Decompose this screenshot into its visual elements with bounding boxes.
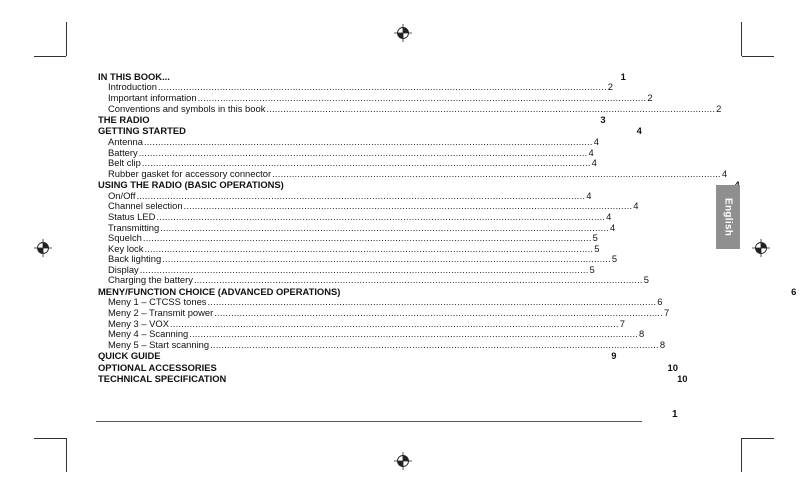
toc-entry-page: 1	[620, 70, 626, 82]
toc-entry-label: Rubber gasket for accessory connector	[108, 167, 272, 179]
toc-leader-dots: ................................................................................................................................................................	[143, 135, 593, 147]
toc-entry-page: 4	[636, 125, 642, 137]
toc-entry-page: 9	[611, 350, 617, 362]
toc-leader-dots: ................................................................................................................................................................	[144, 242, 594, 254]
toc-entry-page: 4	[586, 189, 592, 201]
toc-leader-dots: ................................................................................................................................................................	[183, 200, 633, 212]
toc-entry[interactable]	[98, 210, 612, 223]
registration-mark-icon	[752, 239, 770, 257]
toc-entry-label: Antenna	[108, 135, 143, 147]
toc-entry-label: Meny 5 – Start scanning	[108, 338, 210, 350]
crop-mark	[66, 22, 67, 56]
toc-entry-label: IN THIS BOOK...	[98, 70, 170, 82]
toc-entry-label: Meny 2 – Transmit power	[108, 307, 214, 319]
toc-entry-page: 5	[589, 263, 595, 275]
toc-entry-page: 2	[607, 81, 613, 93]
toc-leader-dots: ................................................................................................................................................................	[138, 146, 588, 158]
toc-entry[interactable]	[98, 338, 666, 351]
toc-entry-page: 4	[591, 157, 597, 169]
toc-entry-label: Important information	[108, 91, 197, 103]
toc-entry-label: Charging the battery	[108, 274, 193, 286]
toc-leader-dots: ................................................................................................................................................................	[158, 81, 607, 93]
toc-entry[interactable]	[98, 102, 722, 115]
toc-entry-label: GETTING STARTED	[98, 125, 186, 137]
toc-entry-label: Display	[108, 263, 139, 275]
toc-leader-dots: ................................................................................................................................................................	[266, 102, 716, 114]
toc-entry-page: 8	[659, 338, 666, 350]
crop-mark	[66, 438, 67, 472]
toc-entry-label: MENY/FUNCTION CHOICE (ADVANCED OPERATIONS)	[98, 285, 341, 297]
toc-entry-page: 2	[716, 102, 722, 114]
toc-leader-dots: ................................................................................................................................................................	[207, 296, 657, 308]
toc-entry-page: 5	[611, 253, 618, 265]
toc-leader-dots: ................................................................................................................................................................	[139, 263, 589, 275]
toc-entry-label: Meny 1 – CTCSS tones	[108, 296, 207, 308]
toc-entry-label: Conventions and symbols in this book	[108, 102, 266, 114]
toc-entry-page: 7	[664, 307, 670, 319]
toc-leader-dots: ................................................................................................................................................................	[189, 328, 639, 340]
crop-mark	[34, 438, 66, 439]
toc-entry-page: 4	[588, 146, 594, 158]
toc-entry-label: Squelch	[108, 232, 142, 244]
toc-entry[interactable]	[98, 167, 728, 180]
toc-entry-page: 8	[639, 328, 645, 340]
crop-mark	[742, 56, 774, 57]
toc-entry-label: QUICK GUIDE	[98, 350, 161, 362]
footer-rule	[96, 421, 642, 422]
toc-entry[interactable]	[98, 135, 599, 148]
toc-entry-page: 4	[721, 167, 728, 179]
toc-entry-page: 5	[594, 242, 600, 254]
toc-leader-dots: ................................................................................................................................................................	[193, 274, 643, 286]
toc-leader-dots: ................................................................................................................................................................	[210, 338, 659, 350]
toc-section-entry[interactable]	[98, 350, 617, 362]
toc-entry-page: 5	[643, 274, 649, 286]
toc-entry[interactable]	[98, 274, 649, 286]
toc-leader-dots: ................................................................................................................................................................	[197, 91, 647, 103]
toc-entry-page: 5	[592, 232, 598, 244]
language-tab-label: English	[722, 197, 734, 237]
toc-entry-page: 4	[606, 210, 612, 222]
toc-entry-page: 3	[600, 113, 606, 125]
toc-entry-page: 10	[667, 361, 678, 373]
toc-entry[interactable]	[98, 91, 653, 104]
toc-leader-dots: ................................................................................................................................................................	[162, 253, 611, 265]
toc-entry-page: 10	[677, 373, 688, 384]
toc-entry-label: Status LED	[108, 210, 156, 222]
registration-mark-icon	[394, 24, 412, 42]
toc-leader-dots: ................................................................................................................................................................	[141, 157, 591, 169]
toc-section-entry[interactable]	[98, 361, 678, 374]
toc-entry-label: USING THE RADIO (BASIC OPERATIONS)	[98, 179, 284, 191]
toc-entry-page: 4	[609, 221, 616, 233]
toc-entry-label: THE RADIO	[98, 113, 150, 125]
language-tab	[716, 185, 740, 249]
toc-section-entry[interactable]	[98, 113, 606, 126]
toc-entry-page: 6	[791, 285, 797, 297]
crop-mark	[34, 56, 66, 57]
crop-mark	[741, 438, 742, 472]
toc-entry-page: 2	[647, 91, 653, 103]
toc-entry-label: OPTIONAL ACCESSORIES	[98, 361, 217, 373]
registration-mark-icon	[34, 239, 52, 257]
toc-entry-label: TECHNICAL SPECIFICATION	[98, 373, 227, 384]
toc-leader-dots: ................................................................................................................................................................	[142, 232, 592, 244]
toc-entry-page: 7	[619, 317, 625, 329]
toc-entry-label: Channel selection	[108, 200, 183, 212]
toc-entry-label: Transmitting	[108, 221, 160, 233]
toc-entry-label: Key lock	[108, 242, 144, 254]
crop-mark	[742, 438, 774, 439]
toc-entry-label: Meny 4 – Scanning	[108, 328, 189, 340]
toc-entry-label: Back lighting	[108, 253, 162, 265]
registration-mark-icon	[394, 452, 412, 470]
toc-leader-dots: ................................................................................................................................................................	[169, 317, 619, 329]
toc-section-entry[interactable]	[98, 373, 688, 385]
toc-leader-dots: ................................................................................................................................................................	[160, 221, 609, 233]
toc-leader-dots: ................................................................................................................................................................	[272, 167, 721, 179]
toc-leader-dots: ................................................................................................................................................................	[156, 210, 606, 222]
page-number: 1	[672, 409, 678, 420]
toc-entry-page: 4	[633, 200, 639, 212]
toc-entry-page: 6	[657, 296, 663, 308]
toc-entry-label: Belt clip	[108, 157, 141, 169]
toc-entry-label: Introduction	[108, 81, 157, 93]
toc-entry-label: On/Off	[108, 189, 136, 201]
toc-leader-dots: ................................................................................................................................................................	[136, 189, 586, 201]
toc-entry-page: 4	[593, 135, 599, 147]
toc-entry-label: Battery	[108, 146, 138, 158]
toc-leader-dots: ................................................................................................................................................................	[214, 307, 663, 319]
crop-mark	[741, 22, 742, 56]
toc-entry-label: Meny 3 – VOX	[108, 317, 169, 329]
